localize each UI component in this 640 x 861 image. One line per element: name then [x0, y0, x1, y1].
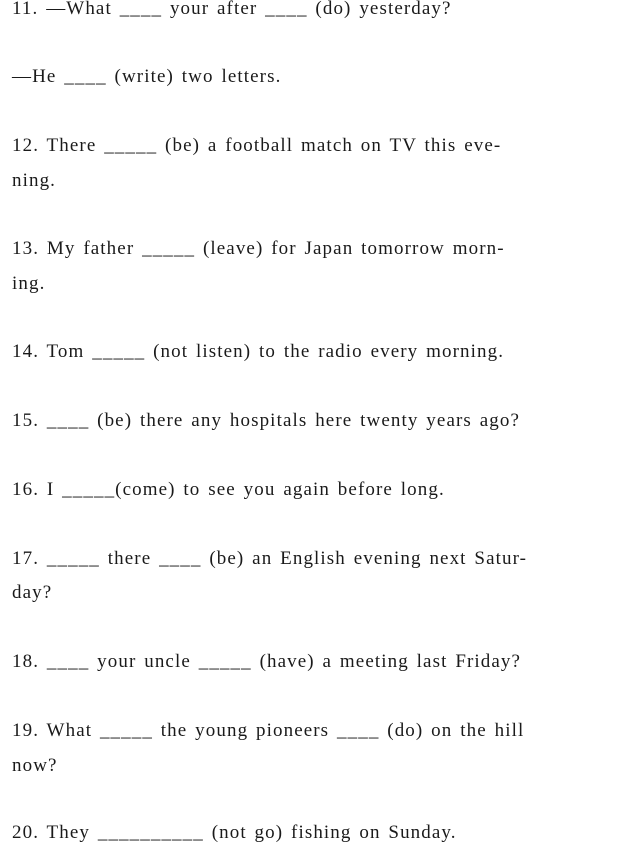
question-11-prompt: 11. —What ____ your after ____ (do) yesterday? — [12, 0, 452, 19]
question-13-line-2: ing. — [12, 273, 46, 294]
question-17-line-1: 17. _____ there ____ (be) an English evening next Satur- — [12, 548, 528, 569]
question-12-line-2: ning. — [12, 170, 57, 191]
question-17-line-2: day? — [12, 582, 53, 603]
question-18: 18. ____ your uncle _____ (have) a meeting last Friday? — [12, 651, 522, 672]
question-19-line-2: now? — [12, 755, 58, 776]
question-19-line-1: 19. What _____ the young pioneers ____ (do) on the hill — [12, 720, 525, 741]
question-20: 20. They __________ (not go) fishing on Sunday. — [12, 822, 457, 843]
question-13-line-1: 13. My father _____ (leave) for Japan tomorrow morn- — [12, 238, 505, 259]
question-15: 15. ____ (be) there any hospitals here twenty years ago? — [12, 410, 521, 431]
question-16: 16. I _____(come) to see you again before long. — [12, 479, 445, 500]
question-14: 14. Tom _____ (not listen) to the radio every morning. — [12, 341, 505, 362]
question-11-reply: —He ____ (write) two letters. — [12, 66, 282, 87]
question-12-line-1: 12. There _____ (be) a football match on TV this eve- — [12, 135, 502, 156]
